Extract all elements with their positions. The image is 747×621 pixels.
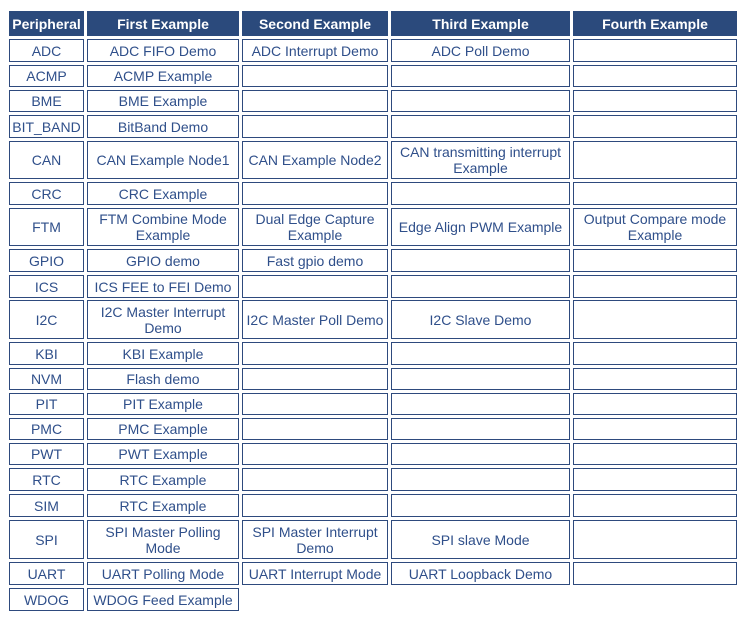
cell-fourth-example bbox=[573, 443, 737, 465]
cell-third-example bbox=[391, 468, 570, 491]
cell-third-example: ADC Poll Demo bbox=[391, 39, 570, 62]
cell-third-example bbox=[391, 275, 570, 298]
cell-first-example: FTM Combine Mode Example bbox=[87, 208, 239, 246]
cell-second-example bbox=[242, 443, 388, 465]
cell-fourth-example bbox=[573, 90, 737, 112]
header-peripheral: Peripheral bbox=[9, 11, 84, 36]
cell-first-example: ICS FEE to FEI Demo bbox=[87, 275, 239, 298]
cell-fourth-example bbox=[573, 182, 737, 205]
cell-first-example: UART Polling Mode bbox=[87, 562, 239, 585]
cell-fourth-example bbox=[573, 300, 737, 339]
cell-third-example bbox=[391, 249, 570, 272]
cell-second-example bbox=[242, 393, 388, 415]
cell-third-example: UART Loopback Demo bbox=[391, 562, 570, 585]
cell-peripheral: BME bbox=[9, 90, 84, 112]
cell-third-example bbox=[391, 182, 570, 205]
cell-third-example bbox=[391, 393, 570, 415]
cell-third-example: CAN transmitting interrupt Example bbox=[391, 141, 570, 179]
cell-third-example bbox=[391, 494, 570, 517]
cell-peripheral: NVM bbox=[9, 368, 84, 390]
cell-fourth-example bbox=[573, 249, 737, 272]
cell-second-example bbox=[242, 90, 388, 112]
header-fourth-example: Fourth Example bbox=[573, 11, 737, 36]
cell-fourth-example bbox=[573, 115, 737, 138]
cell-first-example: Flash demo bbox=[87, 368, 239, 390]
cell-peripheral: FTM bbox=[9, 208, 84, 246]
cell-fourth-example bbox=[573, 368, 737, 390]
cell-second-example bbox=[242, 182, 388, 205]
cell-fourth-example bbox=[573, 562, 737, 585]
cell-third-example bbox=[391, 368, 570, 390]
cell-peripheral: PIT bbox=[9, 393, 84, 415]
cell-first-example: CRC Example bbox=[87, 182, 239, 205]
cell-peripheral: KBI bbox=[9, 342, 84, 365]
cell-first-example: BitBand Demo bbox=[87, 115, 239, 138]
cell-second-example bbox=[242, 368, 388, 390]
cell-first-example: RTC Example bbox=[87, 494, 239, 517]
cell-third-example bbox=[391, 90, 570, 112]
cell-peripheral: ACMP bbox=[9, 65, 84, 87]
cell-fourth-example bbox=[573, 468, 737, 491]
cell-third-example: SPI slave Mode bbox=[391, 520, 570, 559]
cell-fourth-example: Output Compare mode Example bbox=[573, 208, 737, 246]
cell-second-example bbox=[242, 494, 388, 517]
cell-first-example: KBI Example bbox=[87, 342, 239, 365]
cell-peripheral: I2C bbox=[9, 300, 84, 339]
cell-fourth-example bbox=[573, 141, 737, 179]
cell-fourth-example bbox=[573, 65, 737, 87]
cell-peripheral: GPIO bbox=[9, 249, 84, 272]
cell-first-example: PMC Example bbox=[87, 418, 239, 440]
cell-first-example: ADC FIFO Demo bbox=[87, 39, 239, 62]
cell-first-example: GPIO demo bbox=[87, 249, 239, 272]
cell-third-example bbox=[391, 418, 570, 440]
cell-second-example: Fast gpio demo bbox=[242, 249, 388, 272]
cell-peripheral: CAN bbox=[9, 141, 84, 179]
cell-second-example bbox=[242, 418, 388, 440]
cell-fourth-example bbox=[573, 494, 737, 517]
cell-first-example: PIT Example bbox=[87, 393, 239, 415]
cell-peripheral: BIT_BAND bbox=[9, 115, 84, 138]
cell-fourth-example bbox=[573, 418, 737, 440]
cell-peripheral: ICS bbox=[9, 275, 84, 298]
cell-third-example: I2C Slave Demo bbox=[391, 300, 570, 339]
cell-peripheral: PWT bbox=[9, 443, 84, 465]
cell-second-example bbox=[242, 115, 388, 138]
cell-second-example: ADC Interrupt Demo bbox=[242, 39, 388, 62]
cell-peripheral: UART bbox=[9, 562, 84, 585]
cell-second-example bbox=[242, 275, 388, 298]
cell-second-example: CAN Example Node2 bbox=[242, 141, 388, 179]
cell-first-example: I2C Master Interrupt Demo bbox=[87, 300, 239, 339]
cell-first-example: BME Example bbox=[87, 90, 239, 112]
cell-peripheral: CRC bbox=[9, 182, 84, 205]
cell-second-example bbox=[242, 468, 388, 491]
cell-first-example: ACMP Example bbox=[87, 65, 239, 87]
cell-third-example bbox=[391, 342, 570, 365]
cell-first-example: CAN Example Node1 bbox=[87, 141, 239, 179]
cell-second-example: Dual Edge Capture Example bbox=[242, 208, 388, 246]
cell-peripheral: SIM bbox=[9, 494, 84, 517]
cell-second-example: UART Interrupt Mode bbox=[242, 562, 388, 585]
cell-fourth-example bbox=[573, 275, 737, 298]
cell-third-example bbox=[391, 65, 570, 87]
cell-peripheral: ADC bbox=[9, 39, 84, 62]
cell-first-example: SPI Master Polling Mode bbox=[87, 520, 239, 559]
cell-fourth-example bbox=[573, 39, 737, 62]
cell-second-example: SPI Master Interrupt Demo bbox=[242, 520, 388, 559]
cell-second-example bbox=[242, 65, 388, 87]
cell-fourth-example bbox=[573, 393, 737, 415]
cell-fourth-example bbox=[573, 342, 737, 365]
cell-fourth-example bbox=[573, 520, 737, 559]
cell-first-example: WDOG Feed Example bbox=[87, 588, 239, 611]
cell-second-example: I2C Master Poll Demo bbox=[242, 300, 388, 339]
header-third-example: Third Example bbox=[391, 11, 570, 36]
cell-second-example bbox=[242, 342, 388, 365]
cell-third-example bbox=[391, 115, 570, 138]
cell-peripheral: PMC bbox=[9, 418, 84, 440]
header-first-example: First Example bbox=[87, 11, 239, 36]
header-second-example: Second Example bbox=[242, 11, 388, 36]
cell-peripheral: RTC bbox=[9, 468, 84, 491]
cell-peripheral: SPI bbox=[9, 520, 84, 559]
cell-first-example: PWT Example bbox=[87, 443, 239, 465]
cell-third-example: Edge Align PWM Example bbox=[391, 208, 570, 246]
cell-third-example bbox=[391, 443, 570, 465]
cell-peripheral: WDOG bbox=[9, 588, 84, 611]
cell-first-example: RTC Example bbox=[87, 468, 239, 491]
